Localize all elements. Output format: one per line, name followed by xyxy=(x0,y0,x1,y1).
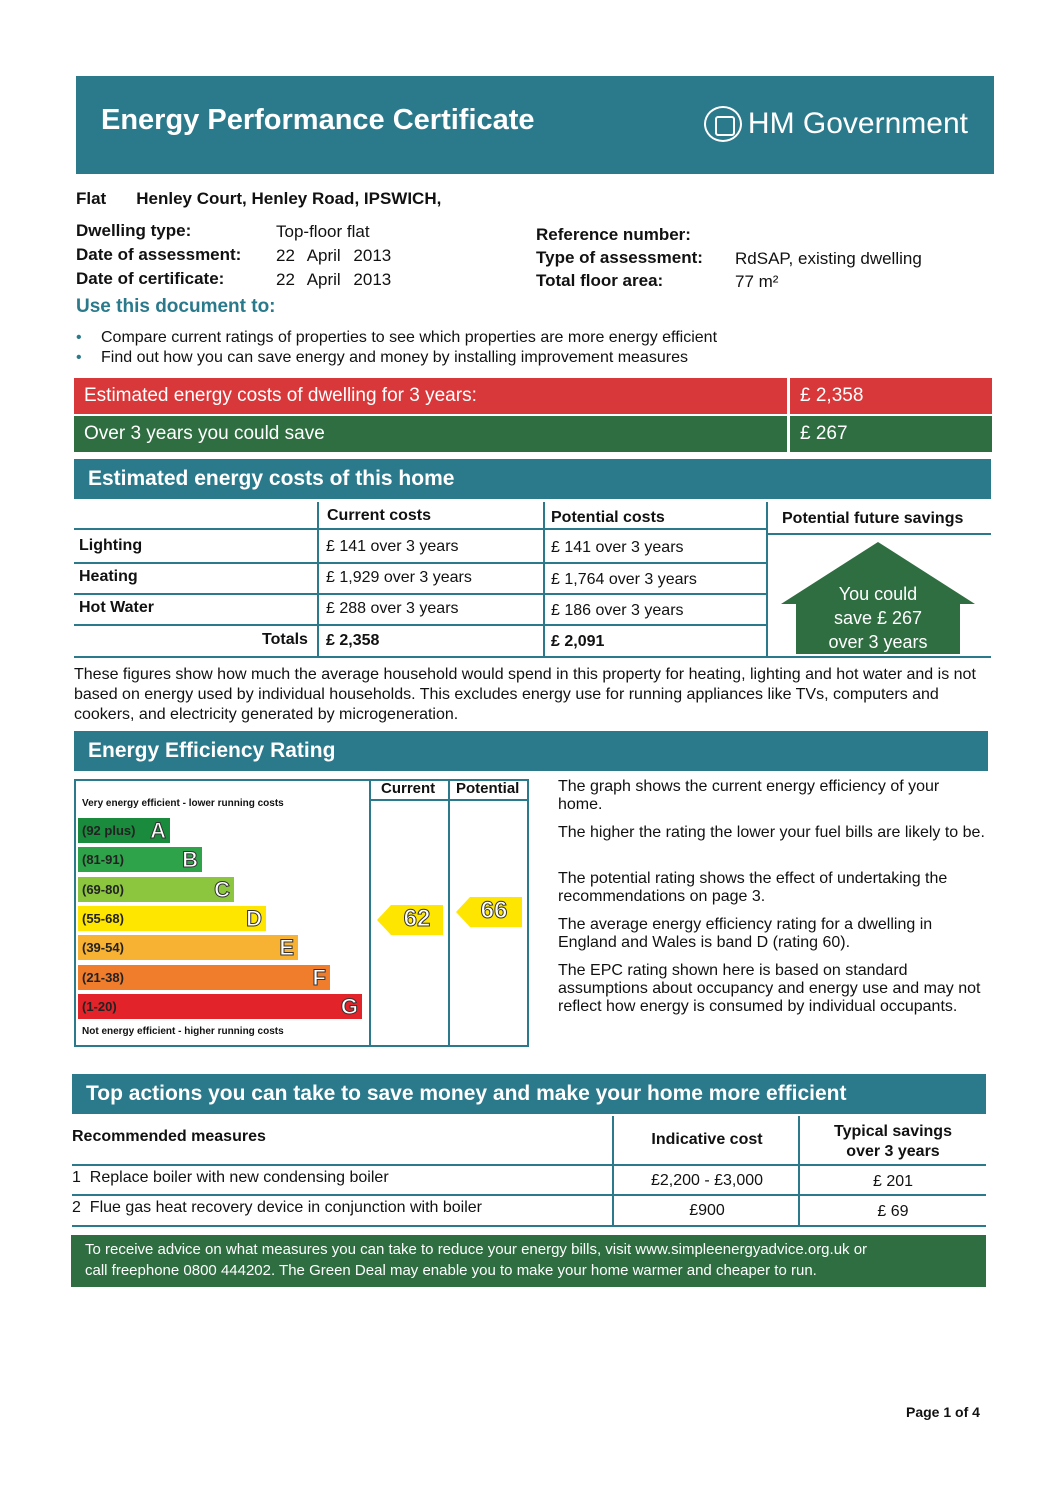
dwelling-type-value: Top-floor flat xyxy=(276,222,370,241)
assessment-type-value: RdSAP, existing dwelling xyxy=(735,249,922,268)
property-street: Henley Court, Henley Road, IPSWICH, xyxy=(136,189,442,208)
rating-band-b xyxy=(78,847,202,872)
rating-band-range: (69-80) xyxy=(82,882,124,897)
rating-para-1: The graph shows the current energy efficiency of your home. xyxy=(558,778,940,813)
row-heating-current: £ 1,929 over 3 years xyxy=(326,569,472,586)
use-bullet-1: • Compare current ratings of properties to see which properties are more energy efficient xyxy=(76,329,718,346)
rating-band-letter: D xyxy=(246,905,262,931)
col-future-savings: Potential future savings xyxy=(782,510,964,527)
row-lighting-label: Lighting xyxy=(79,537,143,554)
rating-band-letter: F xyxy=(312,964,326,990)
rating-band-range: (39-54) xyxy=(82,940,124,955)
rating-bottom-note: Not energy efficient - higher running costs xyxy=(82,1026,284,1037)
action-row-1-savings: £ 201 xyxy=(872,1173,914,1190)
rating-para-2: The higher the rating the lower your fuel bills are likely to be. xyxy=(558,824,985,841)
page-number: Page 1 of 4 xyxy=(906,1404,980,1420)
rating-band-a xyxy=(78,818,170,843)
header-banner xyxy=(76,76,994,174)
government-name: HM Government xyxy=(747,107,968,140)
rating-col-current: Current xyxy=(381,780,436,797)
col-recommended-measures: Recommended measures xyxy=(72,1128,266,1145)
actions-section-title: Top actions you can take to save money and make your home more efficient xyxy=(72,1074,986,1114)
rating-band-range: (21-38) xyxy=(82,970,124,985)
current-rating-value: 62 xyxy=(403,905,431,932)
advice-banner: To receive advice on what measures you can take to reduce your energy bills, visit www.simpleenergyadvice.org.uk or call freephone 0800 444202. The Green Deal may enable you to make your home warmer and cheaper to run. xyxy=(71,1235,986,1287)
potential-rating-value: 66 xyxy=(480,897,508,924)
property-type: Flat xyxy=(76,189,107,208)
bullet-icon: • xyxy=(76,329,82,346)
row-lighting-current: £ 141 over 3 years xyxy=(326,538,459,555)
reference-number-label: Reference number: xyxy=(536,225,691,244)
row-hotwater-current: £ 288 over 3 years xyxy=(326,600,459,617)
row-lighting-potential: £ 141 over 3 years xyxy=(551,539,684,556)
bullet-icon: • xyxy=(76,349,82,366)
rating-section-title: Energy Efficiency Rating xyxy=(74,731,988,771)
rating-para-3: The potential rating shows the effect of undertaking the recommendations on page 3. xyxy=(558,870,948,905)
rating-band-e xyxy=(78,935,298,960)
col-current-costs: Current costs xyxy=(327,507,432,524)
row-totals-potential: £ 2,091 xyxy=(551,633,605,650)
rating-band-f xyxy=(78,965,330,990)
rating-band-c xyxy=(78,877,234,902)
costs-note: These figures show how much the average household would spend in this property for heating, lighting and hot water and is not based on energy used by individual households. This excludes energy use for running appliances like TVs, computers and cookers, and electricity generated by microgeneration. xyxy=(74,666,976,723)
action-row-1-measure: 1 Replace boiler with new condensing boiler xyxy=(72,1169,389,1186)
rating-band-letter: A xyxy=(150,817,166,843)
certificate-date-value: 22 April 2013 xyxy=(276,270,392,289)
use-bullet-2: • Find out how you can save energy and money by installing improvement measures xyxy=(76,349,688,366)
could-save-label: Over 3 years you could save xyxy=(84,423,325,444)
rating-band-letter: C xyxy=(214,876,230,902)
could-save-bar xyxy=(74,416,992,452)
rating-para-5: The EPC rating shown here is based on standard assumptions about occupancy and energy use and may not reflect how energy is consumed by individual occupants. xyxy=(558,962,981,1015)
rating-para-4: The average energy efficiency rating for a dwelling in England and Wales is band D (rating 60). xyxy=(558,916,933,951)
col-indicative-cost: Indicative cost xyxy=(651,1131,763,1148)
floor-area-label: Total floor area: xyxy=(536,271,664,290)
government-logo xyxy=(704,106,968,142)
rating-band-range: (1-20) xyxy=(82,999,117,1014)
royal-crest-icon xyxy=(704,106,742,142)
rating-band-d xyxy=(78,906,266,931)
col-typical-savings: Typical savings over 3 years xyxy=(834,1123,952,1160)
estimated-costs-value: £ 2,358 xyxy=(787,378,863,414)
rating-band-letter: E xyxy=(279,934,294,960)
dwelling-type-label: Dwelling type: xyxy=(76,221,192,240)
rating-top-note: Very energy efficient - lower running costs xyxy=(82,798,284,809)
rating-band-range: (55-68) xyxy=(82,911,124,926)
assessment-date-value: 22 April 2013 xyxy=(276,246,392,265)
rating-band-range: (92 plus) xyxy=(82,823,136,838)
could-save-value: £ 267 xyxy=(787,416,848,452)
rating-band-range: (81-91) xyxy=(82,852,124,867)
estimated-costs-bar xyxy=(74,378,992,414)
row-heating-label: Heating xyxy=(79,568,138,585)
floor-area-value: 77 m² xyxy=(735,272,779,291)
savings-arrow-text: You could save £ 267 over 3 years xyxy=(828,584,928,652)
row-totals-label: Totals xyxy=(262,631,308,648)
costs-section-title: Estimated energy costs of this home xyxy=(74,459,991,499)
row-hotwater-potential: £ 186 over 3 years xyxy=(551,602,684,619)
document-title: Energy Performance Certificate xyxy=(101,104,535,136)
assessment-date-label: Date of assessment: xyxy=(76,245,242,264)
rating-band-letter: B xyxy=(182,846,198,872)
rating-band-g xyxy=(78,994,362,1019)
certificate-date-label: Date of certificate: xyxy=(76,269,225,288)
rating-band-letter: G xyxy=(340,993,358,1019)
col-potential-costs: Potential costs xyxy=(551,509,665,526)
action-row-2-savings: £ 69 xyxy=(877,1203,909,1220)
action-row-2-measure: 2 Flue gas heat recovery device in conjunction with boiler xyxy=(72,1199,483,1216)
row-totals-current: £ 2,358 xyxy=(326,632,380,649)
property-address xyxy=(76,189,441,209)
row-heating-potential: £ 1,764 over 3 years xyxy=(551,571,697,588)
action-row-1-cost: £2,200 - £3,000 xyxy=(650,1172,764,1189)
use-document-title: Use this document to: xyxy=(76,296,276,317)
row-hotwater-label: Hot Water xyxy=(79,599,154,616)
assessment-type-label: Type of assessment: xyxy=(536,248,703,267)
action-row-2-cost: £900 xyxy=(689,1202,725,1219)
rating-col-potential: Potential xyxy=(456,780,520,797)
estimated-costs-label: Estimated energy costs of dwelling for 3 years: xyxy=(84,385,477,406)
